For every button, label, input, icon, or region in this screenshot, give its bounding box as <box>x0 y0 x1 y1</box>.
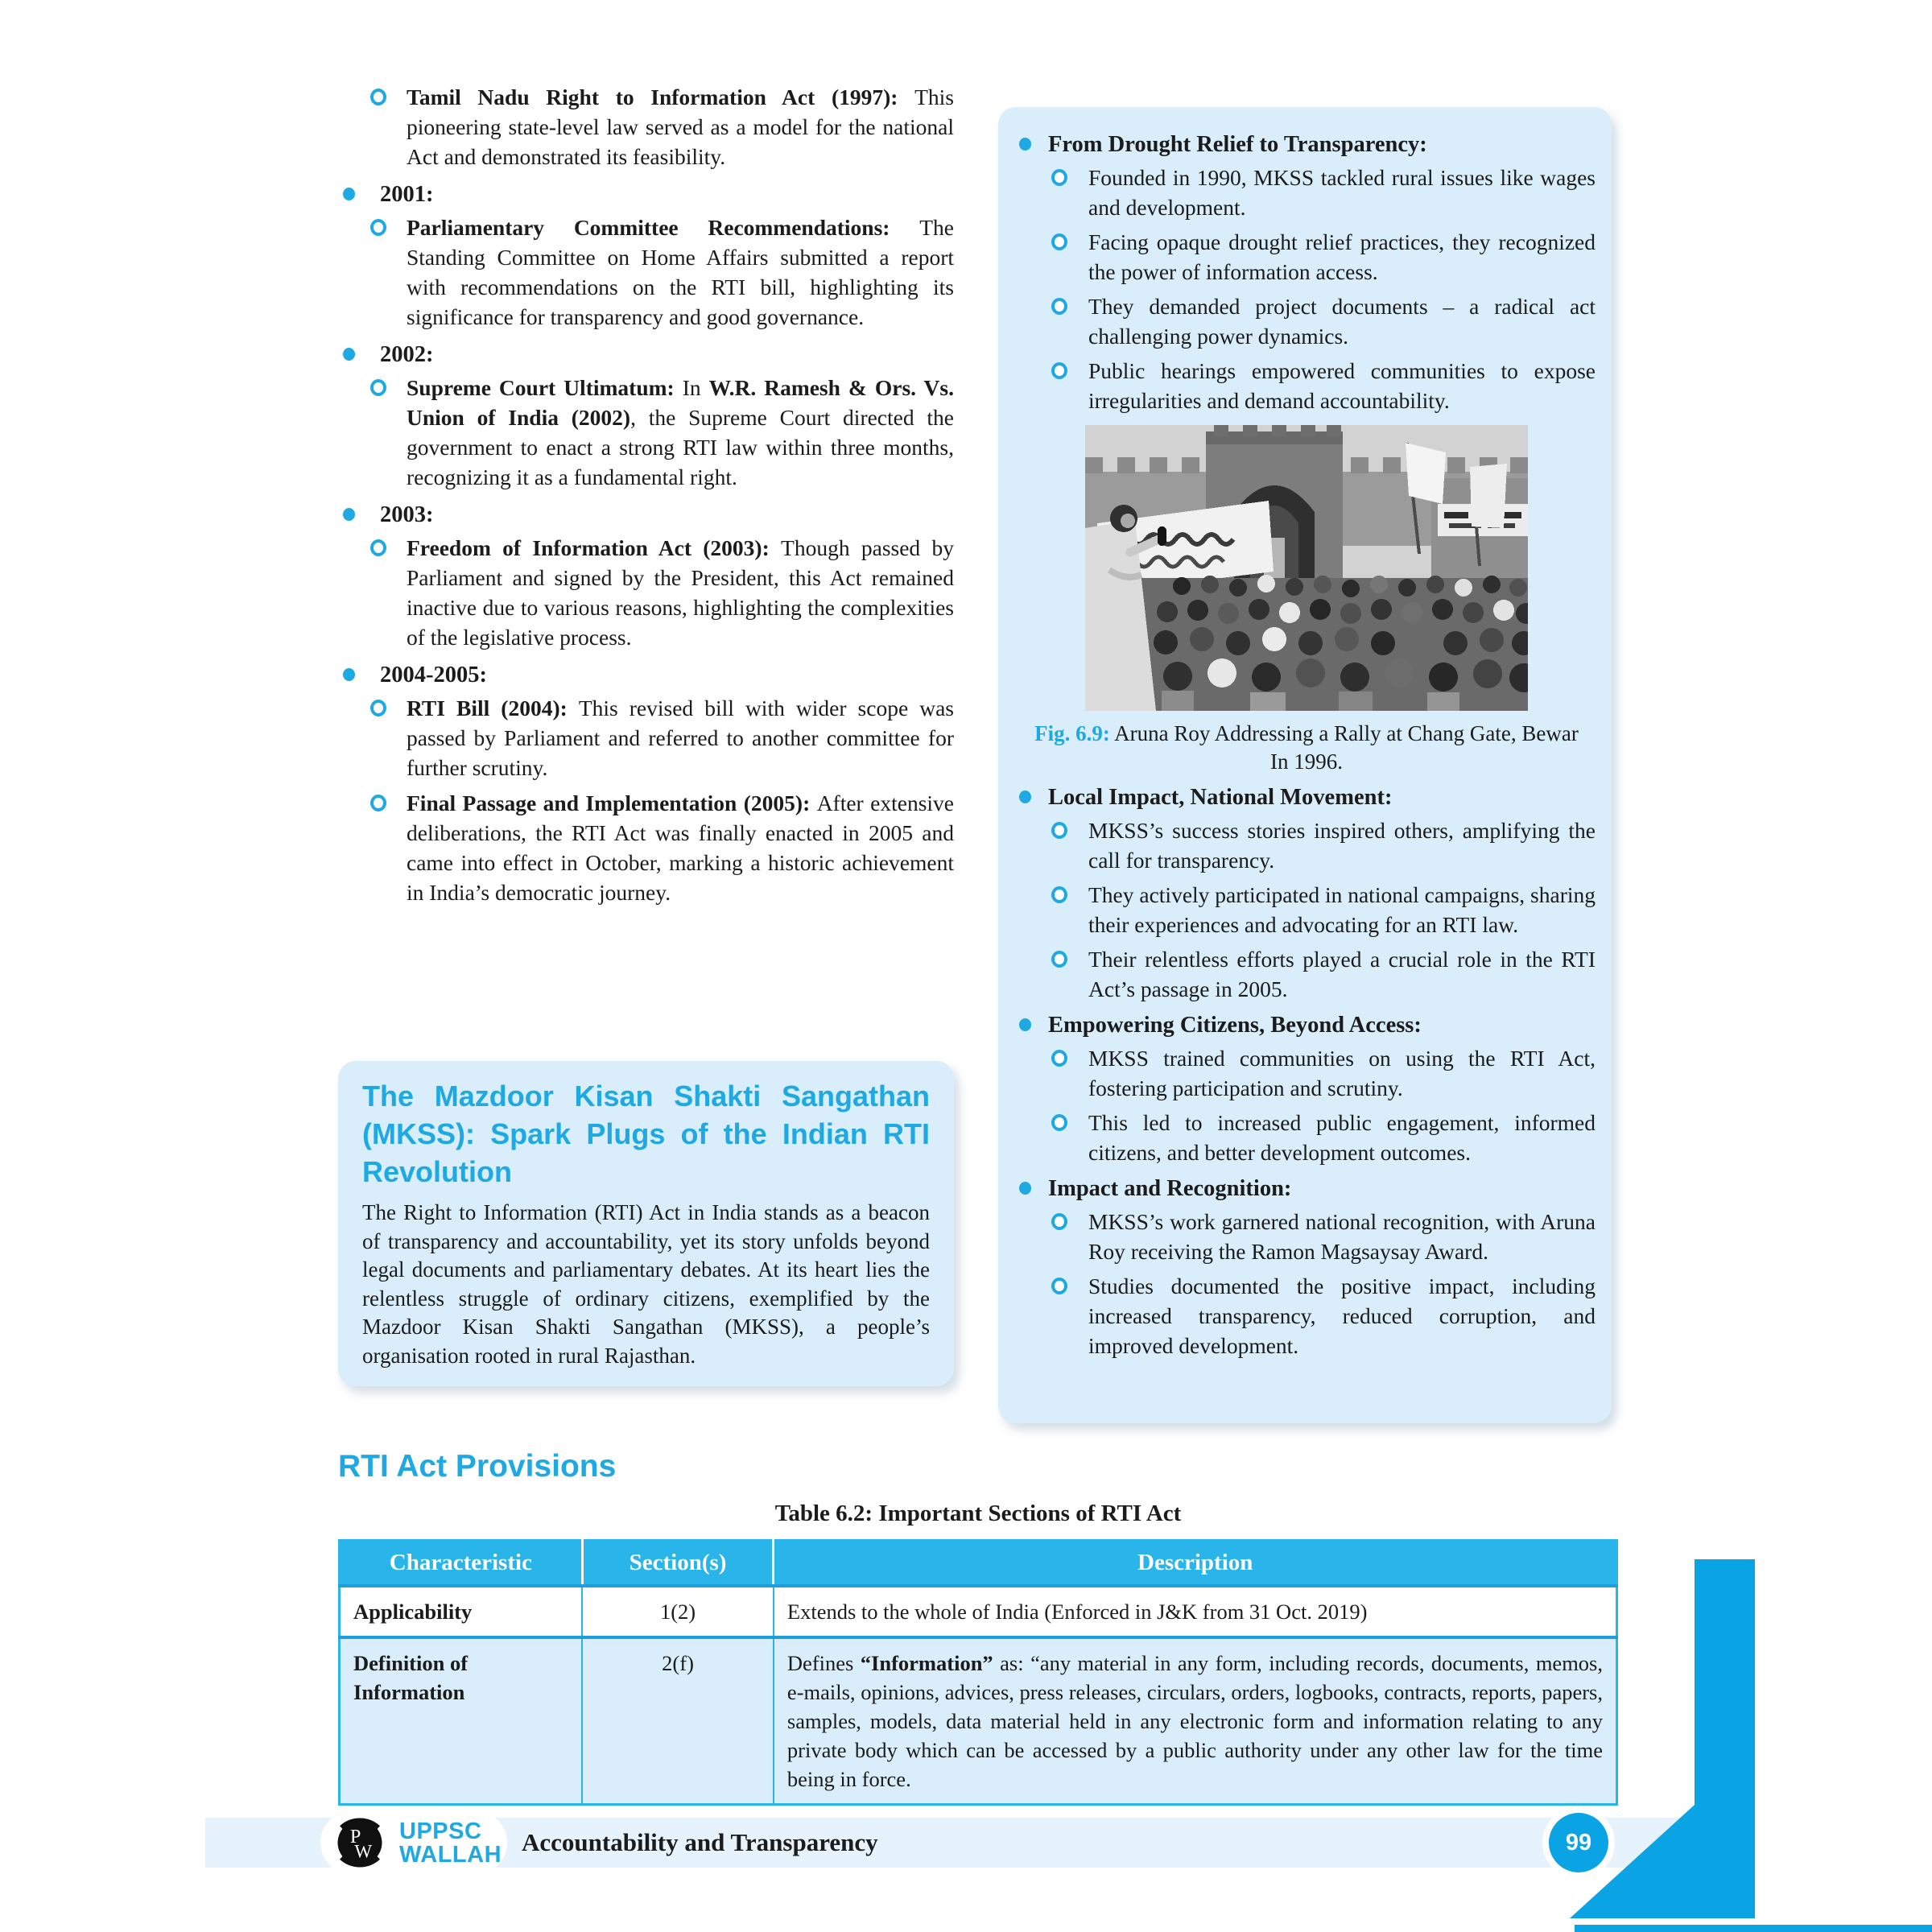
rally-photo <box>1085 425 1528 711</box>
sub-bullet-ring-icon <box>1051 362 1067 379</box>
bullet-text: Empowering Citizens, Beyond Access: <box>1048 1013 1422 1038</box>
sub-bullet-ring-icon <box>370 219 386 236</box>
table-column-header: Description <box>774 1541 1617 1587</box>
story-sub-item <box>1018 1207 1596 1266</box>
figure-caption <box>1024 720 1589 776</box>
story-sub-item <box>1018 1271 1596 1360</box>
corner-ribbon <box>1562 1554 1763 1932</box>
bullet-text: 2004-2005: <box>380 663 487 687</box>
bullet-text: 2002: <box>380 342 434 367</box>
bullet-text: 2003: <box>380 502 434 527</box>
svg-text:W: W <box>354 1840 373 1862</box>
bullet-text: They actively participated in national campaigns, sharing their experiences and advocating for an RTI law. <box>1088 882 1596 937</box>
story-sub-item <box>1018 944 1596 1004</box>
story-sub-item <box>1018 291 1596 351</box>
mkss-box-paragraph: The Right to Information (RTI) Act in India stands as a beacon of transparency and accountability, yet its story unfolds beyond legal documents and parliamentary debates. At its heart lies the relentless struggle of ordinary citizens, exemplified by the Mazdoor Kisan Shakti Sangathan (MKSS), a people’s organisation rooted in rural Rajasthan. <box>362 1200 930 1368</box>
sub-bullet-ring-icon <box>1051 822 1067 839</box>
timeline-event-item <box>338 533 954 652</box>
sub-bullet-ring-icon <box>370 795 386 811</box>
story-section-heading <box>1018 1010 1596 1040</box>
bullet-dot-icon <box>1019 138 1031 151</box>
timeline-event-item <box>338 213 954 332</box>
rally-photo-figure <box>1085 425 1528 715</box>
sub-bullet-ring-icon <box>370 700 386 716</box>
cell-description: Extends to the whole of India (Enforced in J&K from 31 Oct. 2019) <box>774 1586 1617 1637</box>
bullet-text: Founded in 1990, MKSS tackled rural issues like wages and development. <box>1088 165 1596 220</box>
sub-bullet-ring-icon <box>1051 1278 1067 1294</box>
table-column-header: Characteristic <box>340 1541 583 1587</box>
figure-caption-text: Aruna Roy Addressing a Rally at Chang Gate, Bewar In 1996. <box>1109 721 1579 774</box>
timeline-event-item <box>338 693 954 782</box>
cell-sections: 2(f) <box>582 1637 774 1805</box>
pw-logo-icon <box>333 1816 386 1869</box>
story-sub-item <box>1018 880 1596 939</box>
bullet-text: Facing opaque drought relief practices, they recognized the power of information access. <box>1088 229 1596 284</box>
bullet-text: Studies documented the positive impact, including increased transparency, reduced corruption, and improved development. <box>1088 1274 1596 1358</box>
timeline-event-item <box>338 788 954 907</box>
table-caption: Table 6.2: Important Sections of RTI Act <box>774 1501 1182 1526</box>
sub-bullet-ring-icon <box>1051 1114 1067 1131</box>
story-section-heading <box>1018 130 1596 159</box>
rti-sections-table <box>338 1539 1618 1806</box>
bullet-dot-icon <box>1019 1018 1031 1031</box>
sub-bullet-ring-icon <box>1051 951 1067 968</box>
sub-bullet-ring-icon <box>1051 233 1067 250</box>
bullet-text: Public hearings empowered communities to expose irregularities and demand accountability. <box>1088 358 1596 413</box>
rti-timeline-list <box>338 80 954 913</box>
bullet-text: 2001: <box>380 182 434 207</box>
timeline-year-item <box>338 340 954 369</box>
provisions-heading: RTI Act Provisions <box>338 1449 617 1484</box>
bullet-dot-icon <box>343 188 355 200</box>
bullet-text: Supreme Court Ultimatum: In W.R. Ramesh & Ors. Vs. Union of India (2002), the Supreme Court directed the government to enact a strong RTI law within three months, recognizing it as a fundamental right. <box>407 375 954 489</box>
table-column-header: Section(s) <box>582 1541 774 1587</box>
sub-bullet-ring-icon <box>370 89 386 105</box>
story-sub-item <box>1018 1043 1596 1103</box>
timeline-year-item <box>338 180 954 209</box>
bullet-text: This led to increased public engagement, informed citizens, and better development outcomes. <box>1088 1110 1596 1165</box>
bullet-text: Their relentless efforts played a crucial role in the RTI Act’s passage in 2005. <box>1088 947 1596 1001</box>
cell-sections: 1(2) <box>582 1586 774 1637</box>
table-row <box>340 1586 1617 1637</box>
sub-bullet-ring-icon <box>370 379 386 396</box>
sub-bullet-ring-icon <box>370 539 386 556</box>
bullet-text: MKSS trained communities on using the RTI Act, fostering participation and scrutiny. <box>1088 1046 1596 1100</box>
bullet-text: Final Passage and Implementation (2005): After extensive deliberations, the RTI Act was finally enacted in 2005 and came into effect in October, marking a historic achievement in India’s democratic journey. <box>407 791 954 905</box>
story-sub-item <box>1018 356 1596 415</box>
bullet-dot-icon <box>343 348 355 361</box>
timeline-year-item <box>338 500 954 530</box>
bullet-text: MKSS’s work garnered national recognition, with Aruna Roy receiving the Ramon Magsaysay Award. <box>1088 1209 1596 1264</box>
bullet-text: Parliamentary Committee Recommendations: The Standing Committee on Home Affairs submitted a report with recommendations on the RTI bill, highlighting its significance for transparency and good governance. <box>407 215 954 329</box>
mkss-story-box <box>998 107 1612 1423</box>
story-section-heading <box>1018 1174 1596 1203</box>
table-row <box>340 1637 1617 1805</box>
bullet-dot-icon <box>1019 1182 1031 1195</box>
brand-line-1: UPPSC <box>399 1818 482 1844</box>
bullet-text: Tamil Nadu Right to Information Act (1997): This pioneering state-level law served as a model for the national Act and demonstrated its feasibility. <box>407 85 954 169</box>
brand-wordmark <box>399 1820 502 1867</box>
sub-bullet-ring-icon <box>1051 886 1067 903</box>
bullet-text: Local Impact, National Movement: <box>1048 785 1393 810</box>
brand-line-2: WALLAH <box>399 1842 502 1868</box>
chapter-title: Accountability and Transparency <box>522 1828 878 1856</box>
bullet-dot-icon <box>343 668 355 681</box>
cell-characteristic: Applicability <box>340 1586 583 1637</box>
bullet-dot-icon <box>343 508 355 521</box>
table-header-row <box>340 1541 1617 1587</box>
story-sub-item <box>1018 227 1596 287</box>
sub-bullet-ring-icon <box>1051 298 1067 315</box>
story-section-heading <box>1018 782 1596 812</box>
bullet-text: Freedom of Information Act (2003): Though passed by Parliament and signed by the President, this Act remained inactive due to various reasons, highlighting the complexities of the legislative process. <box>407 535 954 650</box>
story-sub-item <box>1018 1108 1596 1167</box>
bullet-text: RTI Bill (2004): This revised bill with wider scope was passed by Parliament and referred to another committee for further scrutiny. <box>407 696 954 780</box>
story-sub-item <box>1018 163 1596 222</box>
timeline-event-item <box>338 82 954 171</box>
svg-text:P: P <box>349 1826 361 1847</box>
timeline-event-item <box>338 373 954 492</box>
sub-bullet-ring-icon <box>1051 1213 1067 1230</box>
bullet-text: They demanded project documents – a radical act challenging power dynamics. <box>1088 294 1596 349</box>
mkss-box-title: The Mazdoor Kisan Shakti Sangathan (MKSS): Spark Plugs of the Indian RTI Revolution <box>362 1080 930 1188</box>
timeline-year-item <box>338 660 954 690</box>
bullet-dot-icon <box>1019 791 1031 803</box>
bullet-text: From Drought Relief to Transparency: <box>1048 132 1427 157</box>
page-number-badge: 99 <box>1549 1813 1608 1872</box>
mkss-highlight-box <box>338 1061 954 1386</box>
bottom-edge-strip <box>1575 1925 1932 1932</box>
bullet-text: MKSS’s success stories inspired others, amplifying the call for transparency. <box>1088 818 1596 873</box>
cell-characteristic: Definition of Information <box>340 1637 583 1805</box>
sub-bullet-ring-icon <box>1051 1050 1067 1067</box>
sub-bullet-ring-icon <box>1051 169 1067 186</box>
story-sub-item <box>1018 815 1596 875</box>
cell-description: Defines “Information” as: “any material in any form, including records, documents, memos, e-mails, opinions, advices, press releases, circulars, orders, logbooks, contracts, reports, papers, samples, models, data material held in any electronic form and information relating to any private body which can be accessed by a public authority under any other law for the time being in force. <box>774 1637 1617 1805</box>
figure-label: Fig. 6.9: <box>1034 721 1110 745</box>
bullet-text: Impact and Recognition: <box>1048 1176 1292 1201</box>
